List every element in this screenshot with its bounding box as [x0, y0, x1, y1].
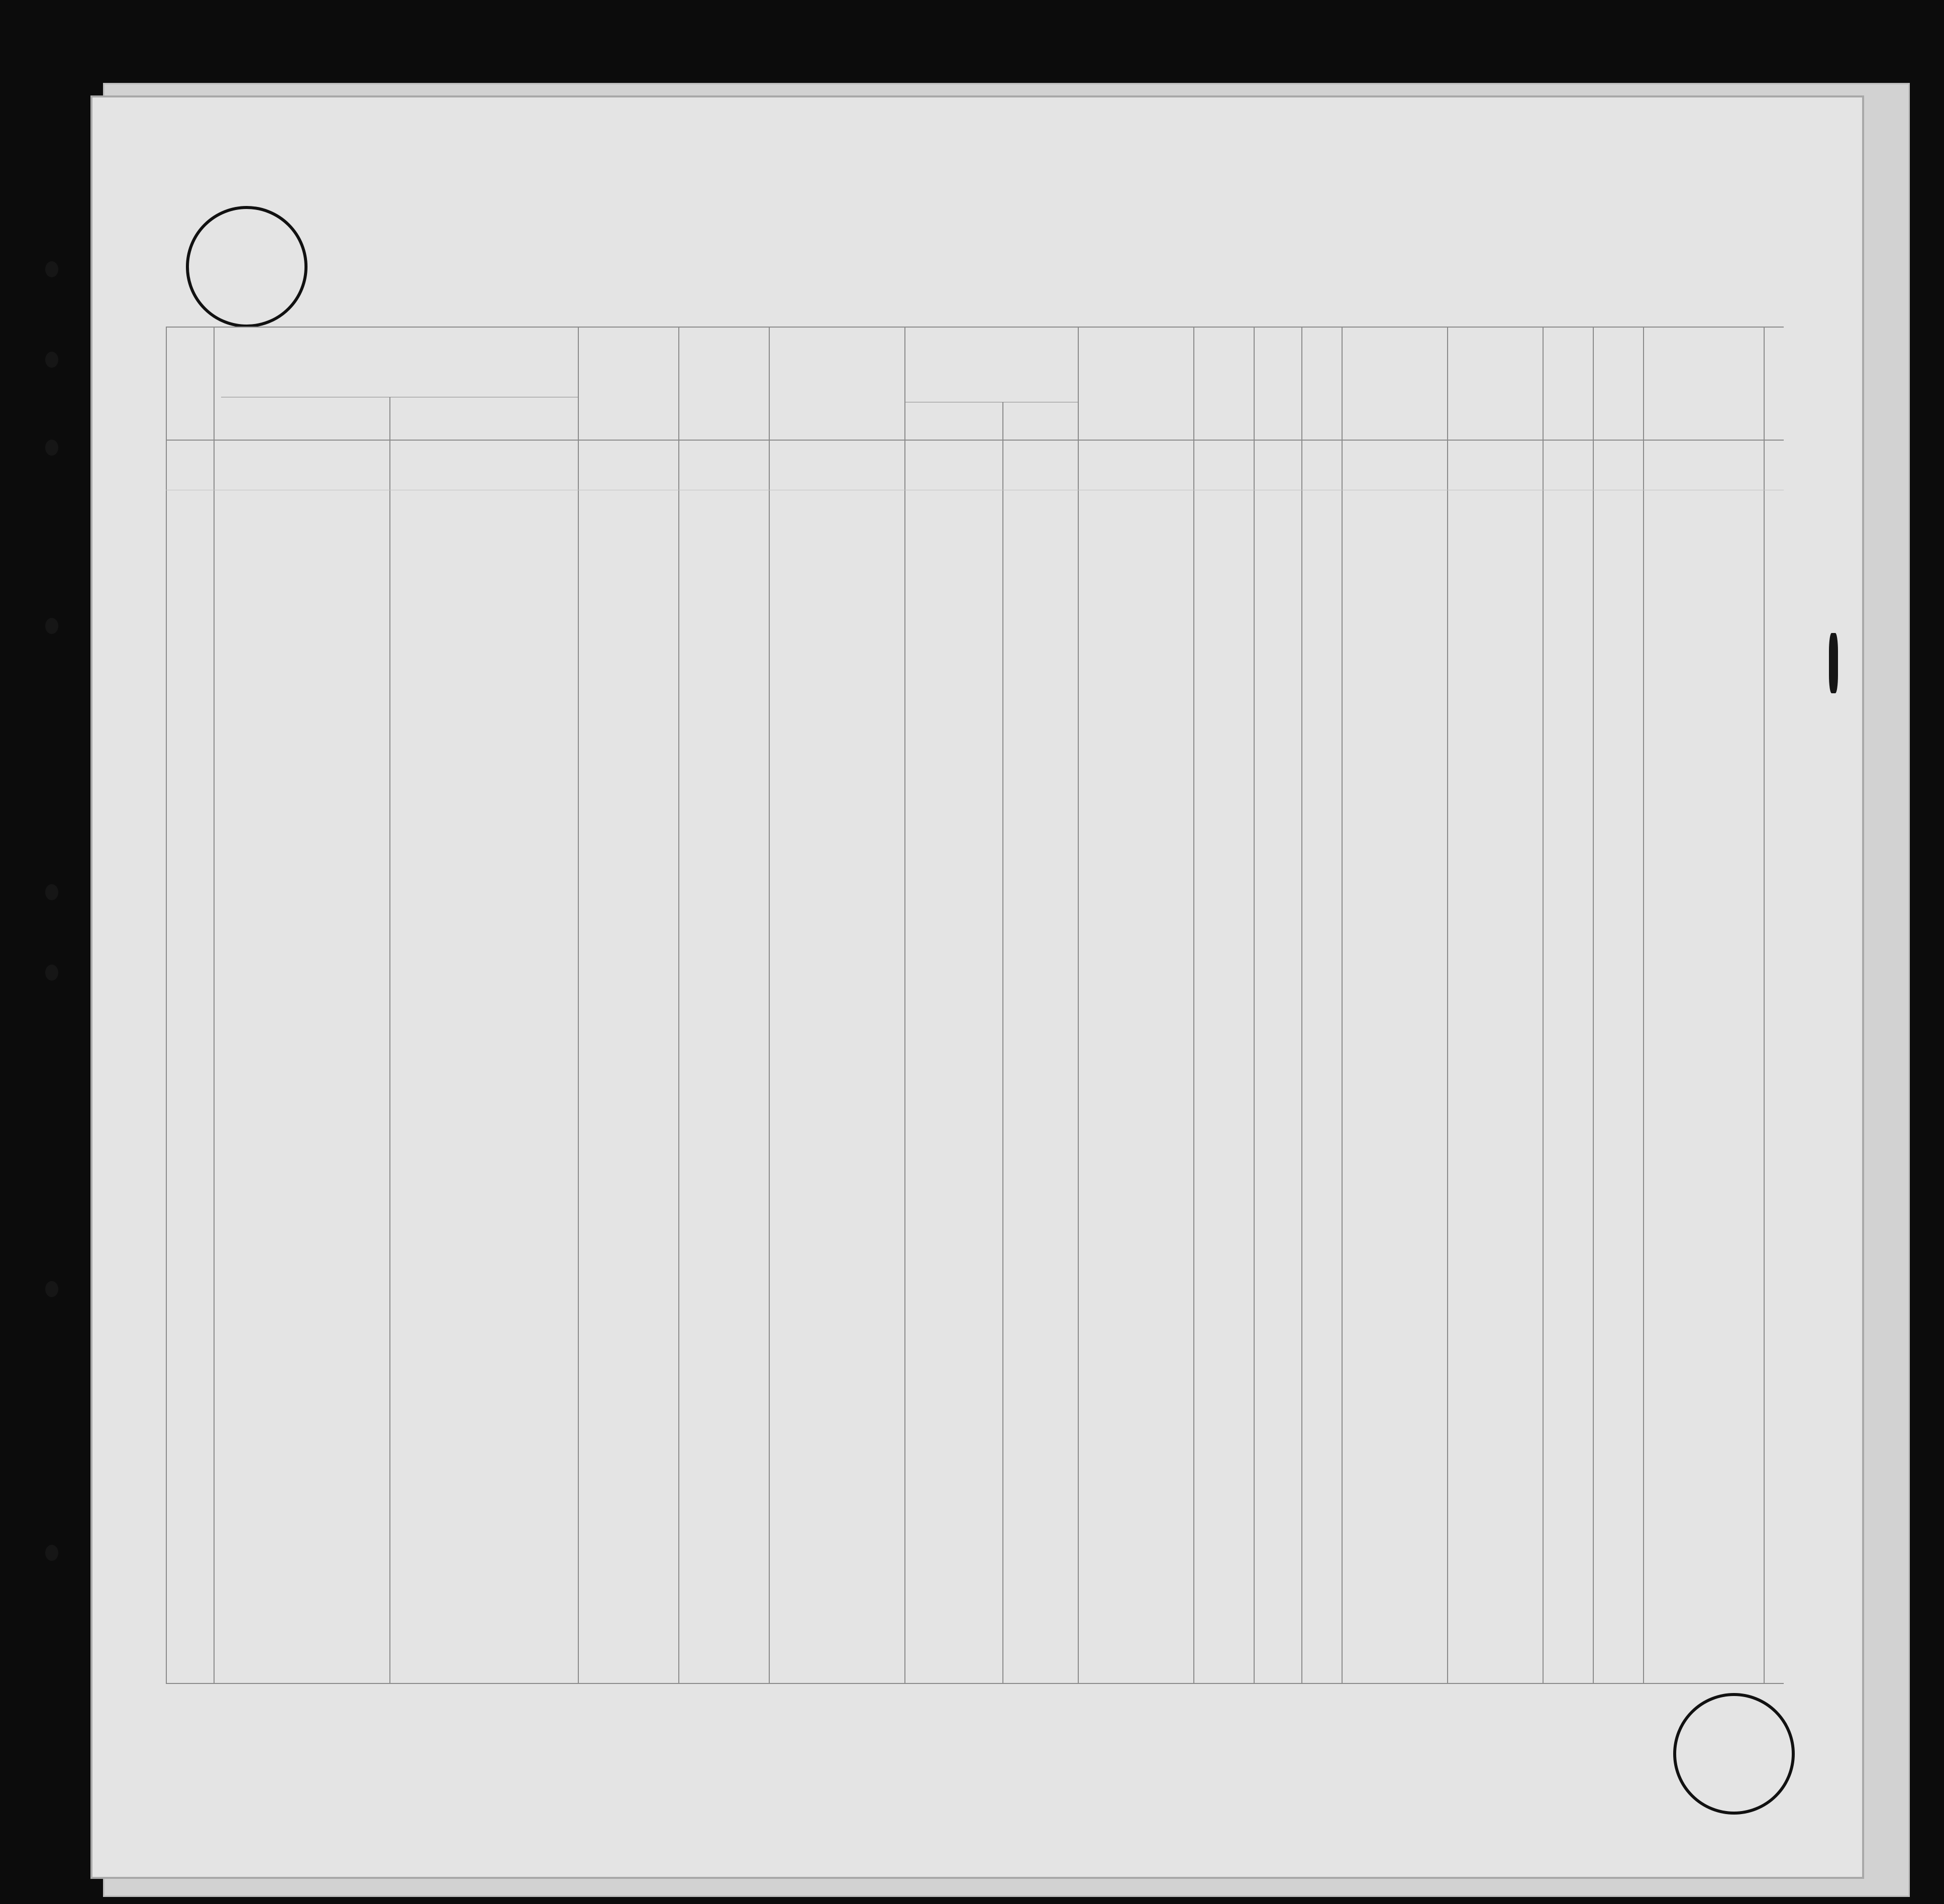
column-line — [678, 327, 679, 1683]
punch-hole — [45, 618, 58, 634]
column-line — [214, 327, 215, 1683]
column-line — [1342, 327, 1343, 1683]
column-line — [1301, 327, 1302, 1683]
column-line — [1078, 327, 1079, 1683]
column-line — [1643, 327, 1644, 1683]
column-line — [578, 327, 579, 1683]
column-line — [166, 327, 167, 1683]
punch-hole — [45, 440, 58, 456]
punch-hole — [45, 261, 58, 277]
manifest-sheet — [90, 95, 1864, 1879]
punch-hole — [45, 965, 58, 981]
punch-hole — [45, 1545, 58, 1561]
vessel-line — [304, 291, 570, 321]
header-bottom-border — [166, 440, 1784, 441]
table-bottom-border — [166, 1683, 1784, 1684]
column-line — [1193, 327, 1194, 1683]
column-line — [389, 397, 390, 1683]
column-line — [1002, 402, 1003, 1683]
table-top-border — [166, 327, 1784, 328]
column-line — [1447, 327, 1448, 1683]
punch-hole — [45, 1281, 58, 1297]
column-line — [904, 327, 905, 1683]
column-line — [1543, 327, 1544, 1683]
binding-mark — [1829, 633, 1838, 693]
punch-hole — [45, 884, 58, 900]
column-line — [769, 327, 770, 1683]
punch-hole — [45, 352, 58, 368]
circled-number — [186, 206, 308, 328]
circled-number-footer — [1673, 1693, 1795, 1815]
column-line — [1593, 327, 1594, 1683]
column-line — [1764, 327, 1765, 1683]
column-line — [1254, 327, 1255, 1683]
